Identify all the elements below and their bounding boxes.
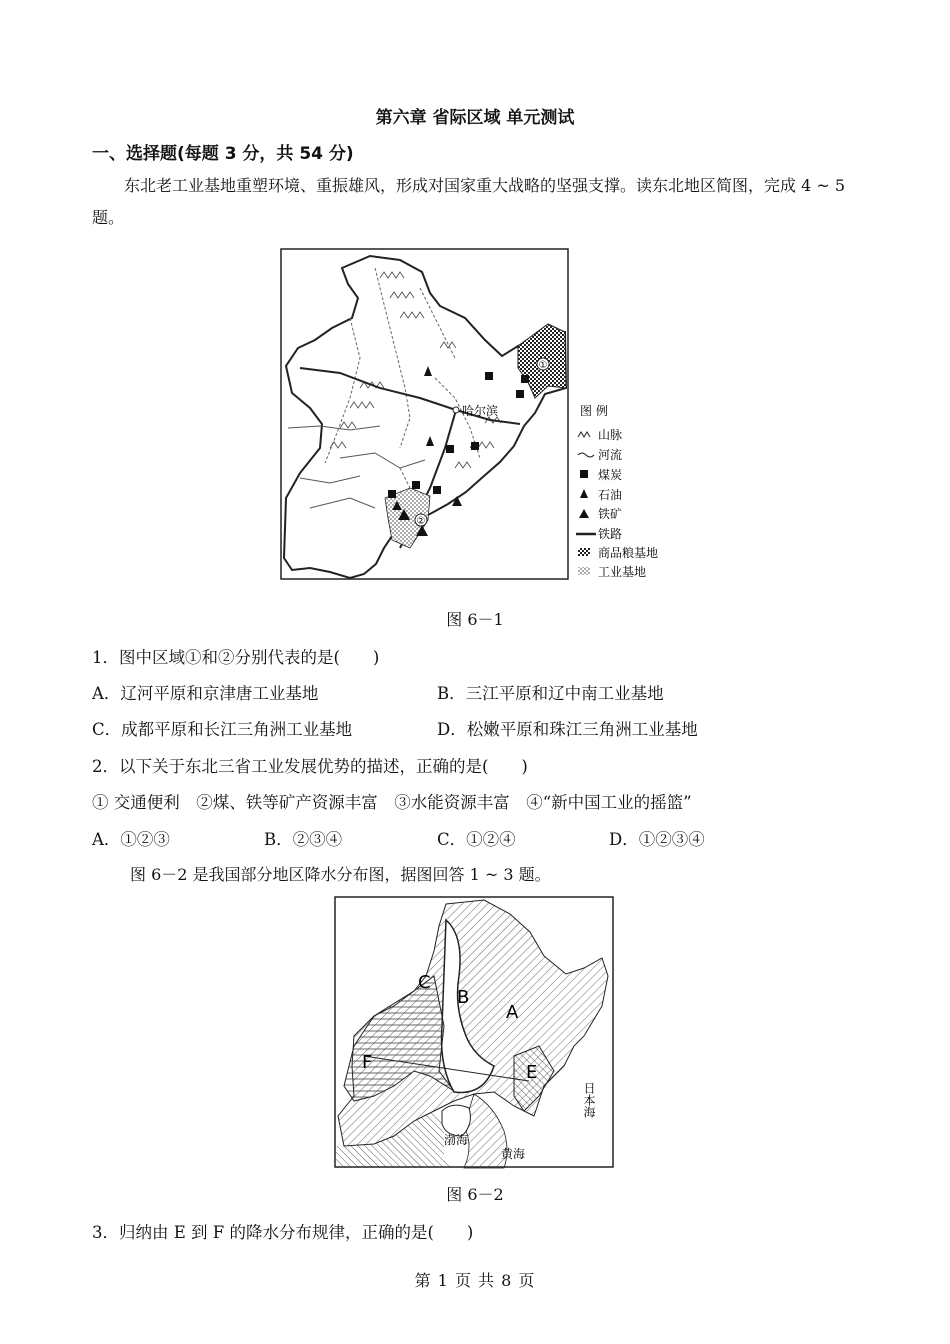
legend-railway: 铁路: [598, 527, 623, 541]
question-2-option-b: B．②③④: [264, 830, 343, 849]
question-1-option-b: B．三江平原和辽中南工业基地: [437, 684, 664, 703]
region2-label: ②: [416, 516, 426, 527]
legend-coal: 煤炭: [598, 468, 623, 482]
figure-2-caption: 图 6－2: [446, 1185, 504, 1204]
legend-coal-icon: [580, 470, 588, 478]
sea-label-japan: 日本海: [582, 1082, 596, 1118]
bohai-sea: [442, 1105, 470, 1136]
legend-river: 河流: [598, 448, 623, 462]
question-1-option-a: A．辽河平原和京津唐工业基地: [92, 684, 319, 703]
legend-mountain: 山脉: [598, 428, 623, 442]
legend-mountain-icon: [578, 432, 590, 437]
page-footer: 第 1 页 共 8 页: [414, 1271, 536, 1290]
intro-paragraph-2: 图 6－2 是我国部分地区降水分布图，据图回答 1 ~ 3 题。: [130, 865, 551, 884]
question-1-option-d: D．松嫩平原和珠江三角洲工业基地: [437, 720, 698, 739]
label-c: C: [418, 972, 431, 993]
northeast-map: [280, 248, 670, 582]
sea-label-yellow: 黄海: [501, 1147, 526, 1161]
label-f: F: [362, 1052, 373, 1073]
question-2-stem: 2．以下关于东北三省工业发展优势的描述，正确的是( ): [92, 757, 528, 776]
map1-frame: [281, 249, 568, 579]
intro-paragraph-1: 东北老工业基地重塑环境、重振雄风，形成对国家重大战略的坚强支撑。读东北地区简图，完成 4 ~ 5 题。: [92, 176, 846, 227]
question-2-option-d: D．①②③④: [609, 830, 705, 849]
question-1-option-c: C．成都平原和长江三角洲工业基地: [92, 720, 353, 739]
precipitation-map: [334, 896, 615, 1169]
legend-grain-icon: [578, 548, 590, 556]
legend-industry-icon: [578, 567, 590, 575]
legend-industry: 工业基地: [598, 565, 647, 579]
legend-grain: 商品粮基地: [598, 546, 659, 560]
question-2-option-c: C．①②④: [437, 830, 516, 849]
figure-1-caption: 图 6－1: [446, 610, 504, 629]
harbin-marker: [453, 407, 459, 413]
legend-river-icon: [578, 453, 594, 457]
question-3-stem: 3．归纳由 E 到 F 的降水分布规律，正确的是( ): [92, 1223, 474, 1242]
sea-label-bohai: 渤海: [444, 1133, 469, 1147]
label-e: E: [526, 1062, 538, 1083]
region1-label: ①: [538, 360, 548, 371]
legend-title: 图 例: [580, 404, 608, 418]
section-heading: 一、选择题(每题 3 分，共 54 分): [92, 144, 354, 164]
legend-oil: 石油: [598, 488, 623, 502]
question-1-stem: 1．图中区域①和②分别代表的是( ): [92, 648, 380, 667]
question-2-option-a: A．①②③: [92, 830, 170, 849]
label-b: B: [457, 987, 470, 1008]
harbin-label: 哈尔滨: [462, 404, 499, 418]
legend-iron: 铁矿: [598, 507, 623, 521]
legend-iron-icon: [579, 509, 589, 518]
label-a: A: [506, 1002, 519, 1023]
legend-oil-icon: [580, 489, 588, 498]
question-2-items: ① 交通便利 ②煤、铁等矿产资源丰富 ③水能资源丰富 ④“新中国工业的摇篮”: [92, 793, 692, 812]
page-title: 第六章 省际区域 单元测试: [375, 108, 575, 128]
